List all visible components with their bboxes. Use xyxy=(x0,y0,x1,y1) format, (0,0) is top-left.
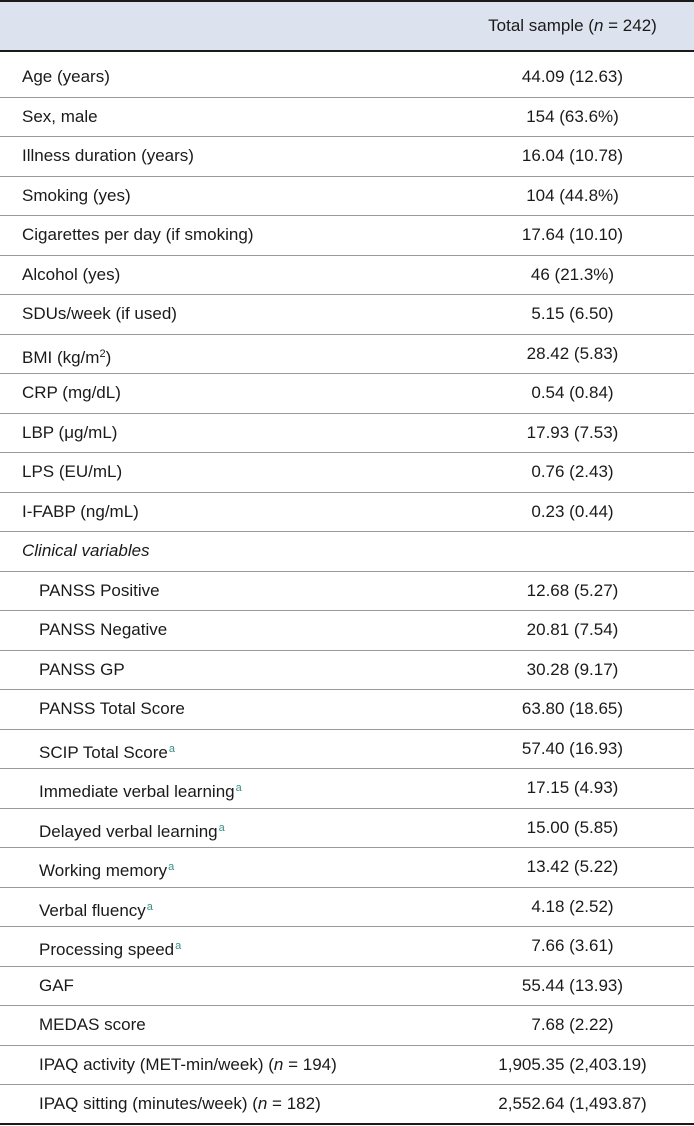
row-label: PANSS Negative xyxy=(39,620,168,639)
row-label: LPS (EU/mL) xyxy=(22,462,123,481)
header-text-suffix: = 242) xyxy=(603,16,657,35)
table-row xyxy=(0,1046,694,1086)
table-row xyxy=(0,58,694,98)
row-value: 63.80 (18.65) xyxy=(521,699,624,718)
footnote-marker: a xyxy=(218,821,225,834)
row-value: 30.28 (9.17) xyxy=(526,659,619,679)
row-label-text: Immediate verbal learning xyxy=(39,782,235,801)
table-row xyxy=(0,888,694,928)
row-label xyxy=(39,730,175,768)
row-label-text: SCIP Total Score xyxy=(39,742,168,762)
row-value: 1,905.35 (2,403.19) xyxy=(498,1054,647,1074)
row-value: 44.09 (12.63) xyxy=(521,67,624,86)
superscript: 2 xyxy=(99,347,106,360)
row-value: 154 (63.6%) xyxy=(526,106,619,126)
table-row xyxy=(0,216,694,256)
row-value: 0.54 (0.84) xyxy=(531,383,614,402)
table-row xyxy=(0,98,694,138)
table-row xyxy=(0,967,694,1007)
row-value: 17.64 (10.10) xyxy=(521,225,624,244)
row-label-text: Working memory xyxy=(39,861,168,880)
row-label-text: IPAQ sitting (minutes/week) ( xyxy=(39,1094,258,1113)
row-label xyxy=(39,1085,321,1123)
table-row xyxy=(0,335,694,375)
row-label: LBP (μg/mL) xyxy=(22,422,118,442)
row-label xyxy=(39,1046,337,1084)
row-value: 12.68 (5.27) xyxy=(526,580,619,600)
table-row xyxy=(0,256,694,296)
row-label-text-suffix: = 182) xyxy=(267,1094,321,1113)
table-row xyxy=(0,1085,694,1125)
table-row xyxy=(0,177,694,217)
row-value xyxy=(451,532,694,570)
row-value: 13.42 (5.22) xyxy=(526,857,619,876)
row-label: Cigarettes per day (if smoking) xyxy=(22,225,254,244)
row-value: 55.44 (13.93) xyxy=(521,975,624,995)
row-label: GAF xyxy=(39,975,74,995)
row-value: 17.15 (4.93) xyxy=(526,778,619,797)
table-row xyxy=(0,493,694,533)
table-row xyxy=(0,927,694,967)
table-row xyxy=(0,611,694,651)
row-value: 17.93 (7.53) xyxy=(526,422,619,442)
row-label-text-suffix: = 194) xyxy=(283,1054,337,1074)
row-label: PANSS Total Score xyxy=(39,699,185,718)
table-row xyxy=(0,414,694,454)
table-row xyxy=(0,137,694,177)
row-label-text: Delayed verbal learning xyxy=(39,821,218,841)
row-label-n: n xyxy=(257,1094,268,1113)
table-row xyxy=(0,769,694,809)
row-label-text: BMI (kg/m xyxy=(22,347,100,367)
row-label: I-FABP (ng/mL) xyxy=(22,501,139,521)
footnote-marker: a xyxy=(168,742,175,755)
row-label: Illness duration (years) xyxy=(22,146,194,165)
header-n: n xyxy=(593,16,604,35)
row-label: Smoking (yes) xyxy=(22,185,131,205)
table-row xyxy=(0,690,694,730)
table-row xyxy=(0,453,694,493)
row-label: Alcohol (yes) xyxy=(22,264,121,284)
header-text: Total sample ( xyxy=(488,16,594,35)
row-label: Sex, male xyxy=(22,106,98,126)
row-label xyxy=(39,927,181,965)
row-label xyxy=(39,769,242,807)
row-value: 15.00 (5.85) xyxy=(526,817,619,837)
row-value: 57.40 (16.93) xyxy=(521,738,624,758)
footnote-marker: a xyxy=(235,782,242,794)
row-label-n: n xyxy=(273,1054,284,1074)
column-header-total-sample xyxy=(451,2,694,50)
row-label xyxy=(22,335,111,373)
row-value: 5.15 (6.50) xyxy=(531,304,614,323)
row-label: SDUs/week (if used) xyxy=(22,304,177,323)
row-label: MEDAS score xyxy=(39,1015,146,1034)
table-row xyxy=(0,572,694,612)
row-value: 28.42 (5.83) xyxy=(526,343,619,363)
table-row xyxy=(0,374,694,414)
row-label-text-suffix: ) xyxy=(105,347,112,367)
row-value: 46 (21.3%) xyxy=(530,264,615,284)
row-value: 7.66 (3.61) xyxy=(531,936,614,955)
row-value: 0.76 (2.43) xyxy=(531,462,614,481)
row-value: 2,552.64 (1,493.87) xyxy=(498,1094,647,1113)
table-row xyxy=(0,730,694,770)
row-value: 16.04 (10.78) xyxy=(521,146,624,165)
row-value: 7.68 (2.22) xyxy=(531,1015,614,1034)
section-label: Clinical variables xyxy=(22,541,150,560)
row-label: PANSS GP xyxy=(39,659,125,679)
row-label: PANSS Positive xyxy=(39,580,160,600)
section-row-clinical-variables xyxy=(0,532,694,572)
table-row xyxy=(0,295,694,335)
table-row xyxy=(0,1006,694,1046)
row-label-text: Verbal fluency xyxy=(39,900,146,920)
footnote-marker: a xyxy=(175,940,182,952)
row-label-text: IPAQ activity (MET-min/week) ( xyxy=(39,1054,274,1074)
row-value: 0.23 (0.44) xyxy=(531,501,614,521)
table-row xyxy=(0,651,694,691)
table-row xyxy=(0,848,694,888)
row-value: 20.81 (7.54) xyxy=(526,620,619,639)
table-row xyxy=(0,809,694,849)
footnote-marker: a xyxy=(146,900,153,913)
row-label: Age (years) xyxy=(22,67,110,86)
row-label xyxy=(39,848,174,886)
footnote-marker: a xyxy=(168,861,175,873)
row-value: 104 (44.8%) xyxy=(526,185,619,205)
row-label xyxy=(39,888,153,926)
row-label-text: Processing speed xyxy=(39,940,175,959)
row-label: CRP (mg/dL) xyxy=(22,383,121,402)
row-value: 4.18 (2.52) xyxy=(531,896,614,916)
row-label xyxy=(39,809,225,847)
table-header xyxy=(0,0,694,52)
